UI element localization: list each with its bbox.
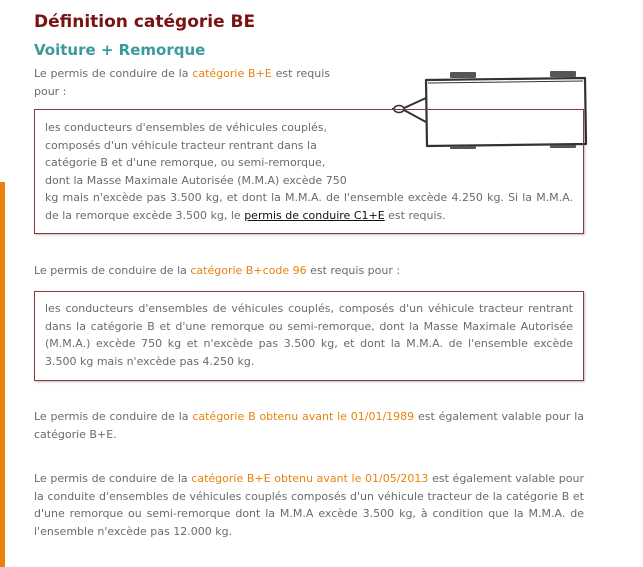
para4-post: est également valable pour la conduite d'ensembles de véhicules couplés composés d'un véhicule tracteur de la catégorie B et d'une remorque ou semi-remorque dont la M.M.A excède 3.500 kg, à condition que la M.M.A. de l'ensemble n'excède pas 12.000 kg.: [34, 472, 584, 538]
para-b-avant-1989: [34, 408, 584, 443]
box-b-code96-conditions: les conducteurs d'ensembles de véhicules couplés, composés d'un véhicule tracteur rentrant dans la catégorie B et d'une remorque ou semi-remorque, dont la Masse Maximale Autorisée (M.M.A.) excède 750 kg et n'excède pas 3.500 kg, et dont la M.M.A. de l'ensemble excède 3.500 kg mais n'excède pas 4.250 kg.: [34, 291, 584, 381]
para3-pre: Le permis de conduire de la: [34, 410, 193, 423]
para-be-avant-2013: [34, 470, 584, 540]
highlight-be-avant-2013: catégorie B+E obtenu avant le 01/05/2013: [191, 472, 429, 485]
permis-c1e-link[interactable]: permis de conduire C1+E: [244, 208, 385, 222]
page-title: Définition catégorie BE: [34, 12, 256, 32]
para3-post: est également valable pour la catégorie B+E.: [34, 410, 585, 441]
box1-rest-pre: kg mais n'excède pas 3.500 kg, et dont la M.M.A. de l'ensemble excède 4.250 kg. Si la M.M.A. de la remorque excède 3.500 kg, le: [45, 191, 573, 222]
intro-b-code96-post: est requis pour :: [306, 264, 401, 277]
box1-rest-post: est requis.: [384, 208, 446, 222]
para4-pre: Le permis de conduire de la: [34, 472, 192, 485]
box-b-e-conditions: [34, 109, 584, 234]
highlight-b-avant-1989: catégorie B obtenu avant le 01/01/1989: [192, 410, 415, 423]
intro-b-code96-pre: Le permis de conduire de la: [34, 264, 191, 277]
box1-line: dont la Masse Maximale Autorisée (M.M.A) excède 750: [45, 173, 347, 187]
intro-b-code96: [34, 262, 584, 280]
box1-line: composés d'un véhicule tracteur rentrant dans la: [45, 138, 317, 152]
box1-line: catégorie B et d'une remorque, ou semi-remorque,: [45, 156, 326, 169]
page-subtitle: Voiture + Remorque: [34, 41, 206, 59]
intro-b-e: [34, 65, 330, 100]
highlight-categorie-b-code96: catégorie B+code 96: [190, 264, 307, 277]
box1-line: les conducteurs d'ensembles de véhicules couplés,: [45, 121, 328, 134]
intro-b-e-post: est requis pour :: [34, 67, 330, 98]
intro-b-e-pre: Le permis de conduire de la: [34, 67, 193, 80]
box1-rest: [45, 189, 573, 224]
left-accent-bar: [0, 182, 5, 567]
highlight-categorie-be: catégorie B+E: [192, 67, 272, 80]
